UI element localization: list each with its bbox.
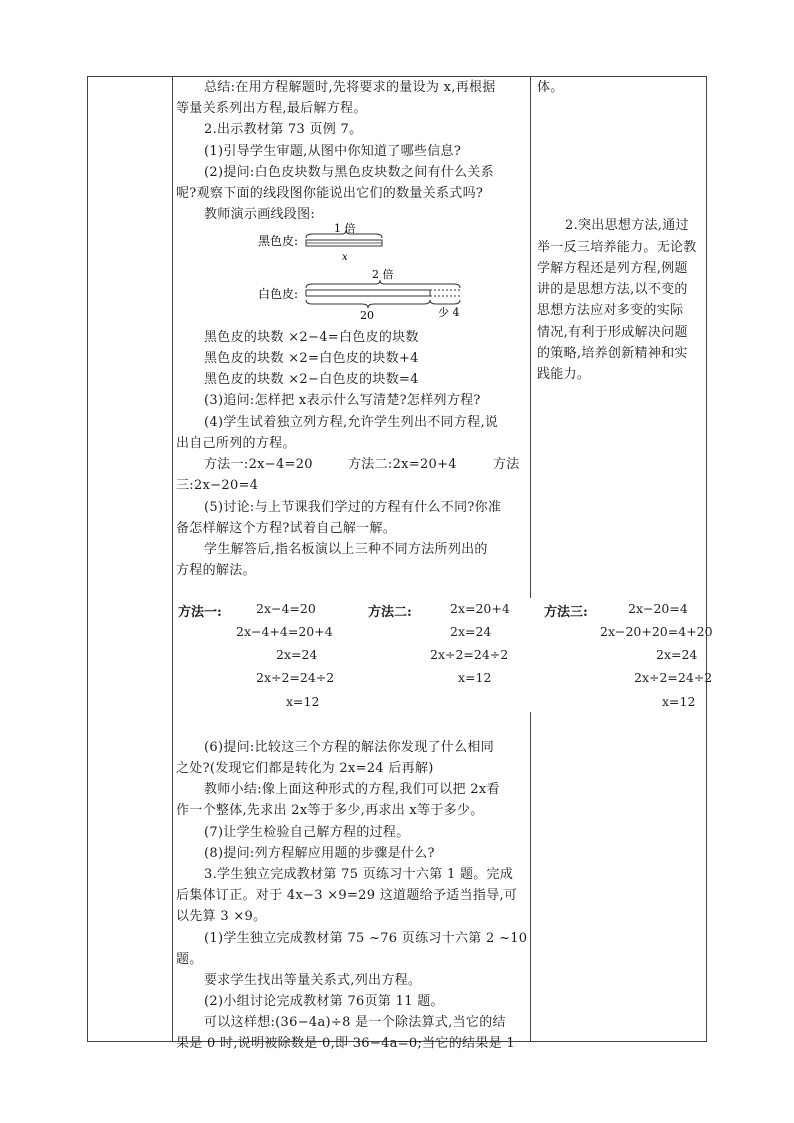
m3-line-3: 2x=24 [656,647,698,662]
less-four-label: 少 4 [438,306,460,319]
m1-line-5: x=12 [286,694,320,709]
twenty-label: 20 [360,309,374,320]
note-line-8: 的策略,培养创新精神和实 [537,346,688,361]
black-piece-label: 黑色皮: [258,234,299,248]
method-2-label: 方法二: [368,605,412,620]
note-line-4: 学解方程还是列方程,例题 [537,261,688,276]
text-line-16: 方法 [493,457,520,472]
text-line-17: 三:2x−20=4 [176,478,259,493]
text-line-3: 2.出示教材第 73 页例 7。 [204,122,363,137]
text-line-31: (1)学生独立完成教材第 75 ~76 页练习十六第 2 ~10 [204,931,528,946]
m3-line-1: 2x−20=4 [628,601,688,616]
text-line-19: 备怎样解这个方程?试着自己解一解。 [176,521,397,536]
text-line-1: 总结:在用方程解题时,先将要求的量设为 x,再根据 [204,80,496,95]
text-line-32: 题。 [176,952,203,967]
table-col-divider-2a [530,76,531,598]
text-line-9: 黑色皮的块数 ×2=白色皮的块数+4 [204,351,419,366]
text-line-34: (2)小组讨论完成教材第 76页第 11 题。 [204,994,444,1009]
m1-line-2: 2x−4+4=20+4 [236,624,333,639]
table-col-divider-2b [530,712,531,1042]
method-3-label: 方法三: [544,605,588,620]
line-segment-diagram [250,212,480,320]
text-line-27: (8)提问:列方程解应用题的步骤是什么? [204,846,435,861]
text-line-13: 出自己所列的方程。 [176,436,296,451]
white-segment [306,290,430,296]
table-right-border [706,76,707,1042]
method-1-label: 方法一: [178,605,222,620]
note-line-3: 举一反三培养能力。无论教 [537,240,697,255]
note-line-7: 情况,有利于形成解决问题 [537,325,688,340]
text-line-14: 方法一:2x−4=20 [204,457,313,472]
text-line-15: 方法二:2x=20+4 [348,457,457,472]
text-line-11: (3)追问:怎样把 x表示什么写清楚?怎样列方程? [204,393,481,408]
text-line-22: (6)提问:比较这三个方程的解法你发现了什么相同 [204,740,494,755]
two-times-label: 2 倍 [372,268,394,281]
m2-line-1: 2x=20+4 [450,601,510,616]
text-line-10: 黑色皮的块数 ×2−白色皮的块数=4 [204,372,419,387]
note-line-1: 体。 [537,80,564,95]
text-line-8: 黑色皮的块数 ×2−4=白色皮的块数 [204,330,419,345]
m3-line-2: 2x−20+20=4+20 [600,624,713,639]
note-line-2: 2.突出思想方法,通过 [565,218,689,233]
table-left-border [87,76,88,1042]
text-line-24: 教师小结:像上面这种形式的方程,我们可以把 2x看 [204,782,500,797]
m1-line-4: 2x÷2=24÷2 [256,670,335,685]
black-x-label: x [342,252,348,263]
m1-line-1: 2x−4=20 [256,601,316,616]
text-line-23: 之处?(发现它们都是转化为 2x=24 后再解) [176,761,434,776]
text-line-5: (2)提问:白色皮块数与黑色皮块数之间有什么关系 [204,165,494,180]
table-col-divider-1 [172,76,173,1042]
text-line-33: 要求学生找出等量关系式,列出方程。 [204,973,422,988]
text-line-21: 方程的解法。 [176,563,256,578]
text-line-12: (4)学生试着独立列方程,允许学生列出不同方程,说 [204,415,499,430]
m1-line-3: 2x=24 [276,647,318,662]
note-line-9: 践能力。 [537,367,591,382]
m2-line-4: x=12 [458,670,492,685]
text-line-29: 后集体订正。对于 4x−3 ×9=29 这道题给予适当指导,可 [176,888,518,903]
m2-line-3: 2x÷2=24÷2 [430,647,509,662]
text-line-35: 可以这样想:(36−4a)÷8 是一个除法算式,当它的结 [204,1015,506,1030]
note-line-5: 讲的是思想方法,以不变的 [537,282,688,297]
text-line-25: 作一个整体,先求出 2x等于多少,再求出 x等于多少。 [176,803,484,818]
note-line-6: 思想方法应对多变的实际 [537,303,684,318]
text-line-4: (1)引导学生审题,从图中你知道了哪些信息? [204,144,462,159]
one-times-label: 1 倍 [334,222,356,235]
text-line-28: 3.学生独立完成教材第 75 页练习十六第 1 题。完成 [204,867,514,882]
text-line-6: 呢?观察下面的线段图你能说出它们的数量关系式吗? [176,186,484,201]
m3-line-5: x=12 [662,694,696,709]
text-line-26: (7)让学生检验自己解方程的过程。 [204,825,410,840]
text-line-30: 以先算 3 ×9。 [176,909,267,924]
text-line-18: (5)讨论:与上节课我们学过的方程有什么不同?你准 [204,500,502,515]
text-line-7: 教师演示画线段图: [204,207,316,222]
text-line-20: 学生解答后,指名板演以上三种不同方法所列出的 [204,542,488,557]
m2-line-2: 2x=24 [450,624,492,639]
text-line-2: 等量关系列出方程,最后解方程。 [176,101,367,116]
white-piece-label: 白色皮: [258,287,299,301]
text-line-36: 果是 0 时,说明被除数是 0,即 36−4a=0;当它的结果是 1 [176,1036,515,1051]
m3-line-4: 2x÷2=24÷2 [634,670,713,685]
